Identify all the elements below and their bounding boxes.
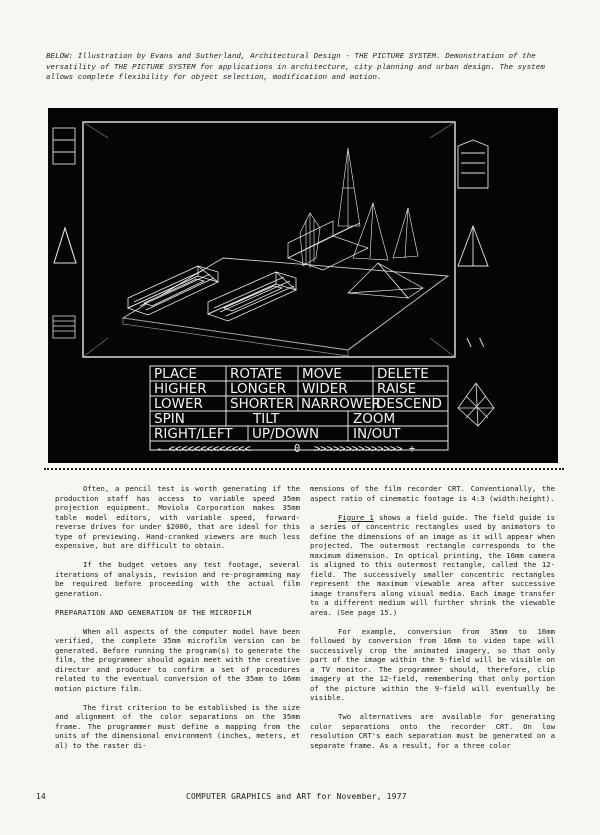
publication-title: COMPUTER GRAPHICS and ART for November, 1977 — [186, 792, 407, 801]
paragraph: Two alternatives are available for generating color separations onto the recorder CRT. On low resolution CRT's each separation must be generated on a separate frame. As a result, for a three color — [310, 712, 555, 750]
caption-text: Illustration by Evans and Sutherland, Architectural Design - THE PICTURE SYSTEM. Demonstration of the versatility of THE PICTURE SYSTEM for applications in architecture, city planning and urban design. The system allows complete flexibility for object selection, modification and motion. — [46, 53, 545, 82]
building-block-left — [128, 266, 218, 315]
menu-raise[interactable]: RAISE — [377, 381, 417, 397]
figure-reference-link[interactable]: Figure 1 — [338, 512, 374, 522]
display-frame — [83, 122, 455, 357]
figure-caption — [46, 52, 558, 84]
menu-narrower[interactable]: NARROWER — [301, 396, 381, 412]
picture-system-figure — [48, 108, 558, 463]
page-number: 14 — [36, 792, 46, 801]
triangle-icon — [54, 228, 76, 263]
menu-longer[interactable]: LONGER — [230, 381, 287, 397]
paragraph: mensions of the film recorder CRT. Conventionally, the aspect ratio of cinematic footage is 4:3 (width:height). — [310, 484, 555, 503]
paragraph: The first criterion to be established is the size and alignment of the color separations on the 35mm frame. The programmer must define a mapping from the units of the dimensional environment (inches, meters, et al) to the raster di- — [55, 702, 300, 750]
paragraph: For example, conversion from 35mm to 16mm followed by conversion from 16mm to video tape will successively crop the animated imagery, so that only part of the image within the 9-field will be visible on a TV monitor. The programmer should, therefore, clip imagery at the 12-field, remembering that only portion of the picture within the 9-field will eventually be visible. — [310, 626, 555, 702]
tower-group — [300, 148, 418, 268]
menu-rotate[interactable]: ROTATE — [230, 366, 283, 382]
paragraph: Often, a pencil test is worth generating if the production staff has access to variable speed 35mm projection equipment. Moviola Corporation makes 35mm table model editors, with variable speed, forward-reverse drives for under $2000, that are ideal for this type of previewing. Hand-cranked viewers are much less expensive, but are difficult to obtain. — [55, 484, 300, 550]
menu-place[interactable]: PLACE — [154, 366, 197, 382]
menu-right-left[interactable]: RIGHT/LEFT — [154, 426, 233, 442]
scale-left: - <<<<<<<<<<<<< — [156, 443, 251, 455]
menu-move[interactable]: MOVE — [302, 366, 342, 382]
menu-delete[interactable]: DELETE — [377, 366, 429, 382]
menu-wider[interactable]: WIDER — [302, 381, 348, 397]
sidebar-icon-left-top — [53, 128, 75, 164]
paragraph: When all aspects of the computer model have been verified, the complete 35mm microfilm version can be generated. Before running the program(s) to generate the film, the programmer should again meet with the creative director and producer to confirm a set of procedures related to the eventual conversion of the 35mm to 16mm motion picture film. — [55, 626, 300, 693]
caption-lead: BELOW: — [46, 53, 74, 61]
menu-in-out[interactable]: IN/OUT — [353, 426, 401, 442]
section-divider — [44, 468, 564, 470]
scale-zero: 0 — [294, 443, 301, 455]
menu-spin[interactable]: SPIN — [154, 411, 185, 427]
menu-descend[interactable]: DESCEND — [376, 396, 442, 412]
building-icon — [458, 140, 488, 188]
left-column — [55, 484, 300, 760]
figure-artwork — [48, 108, 558, 463]
pyramid-icon — [458, 226, 488, 266]
right-column — [310, 484, 555, 760]
side-mark: \ \ — [466, 337, 485, 349]
section-heading: PREPARATION AND GENERATION OF THE MICROFILM — [55, 607, 252, 617]
menu-tilt[interactable]: TILT — [253, 411, 280, 427]
menu-higher[interactable]: HIGHER — [154, 381, 207, 397]
building-block-center — [208, 272, 296, 321]
menu-lower[interactable]: LOWER — [154, 396, 203, 412]
menu-zoom[interactable]: ZOOM — [353, 411, 396, 427]
paragraph: If the budget vetoes any test footage, several iterations of analysis, revision and re-programming may be required before proceeding with the actual film generation. — [55, 560, 300, 598]
scale-right: >>>>>>>>>>>>>> + — [314, 443, 416, 455]
paragraph — [310, 513, 555, 618]
wire-slab — [288, 221, 368, 270]
pyramid-right — [348, 263, 423, 298]
paragraph-text: shows a field guide. The field guide is a series of concentric rectangles used by animators to define the dimensions of an image as it will appear when projected. The outermost rectangle corresponds to the maximum dimension. In optical printing, the 16mm camera is aligned to this outermost rectangle, called the 12-field. The successively smaller concentric rectangles represent the maximum viewable area after successive image transfers along visual media. Each image transfer to a different medium will further shrink the viewable area. (See page 15.) — [310, 512, 555, 617]
menu-up-down[interactable]: UP/DOWN — [252, 426, 320, 442]
stack-icon — [53, 316, 75, 338]
wireframe-structure-icon — [458, 383, 494, 426]
menu-shorter[interactable]: SHORTER — [230, 396, 294, 412]
